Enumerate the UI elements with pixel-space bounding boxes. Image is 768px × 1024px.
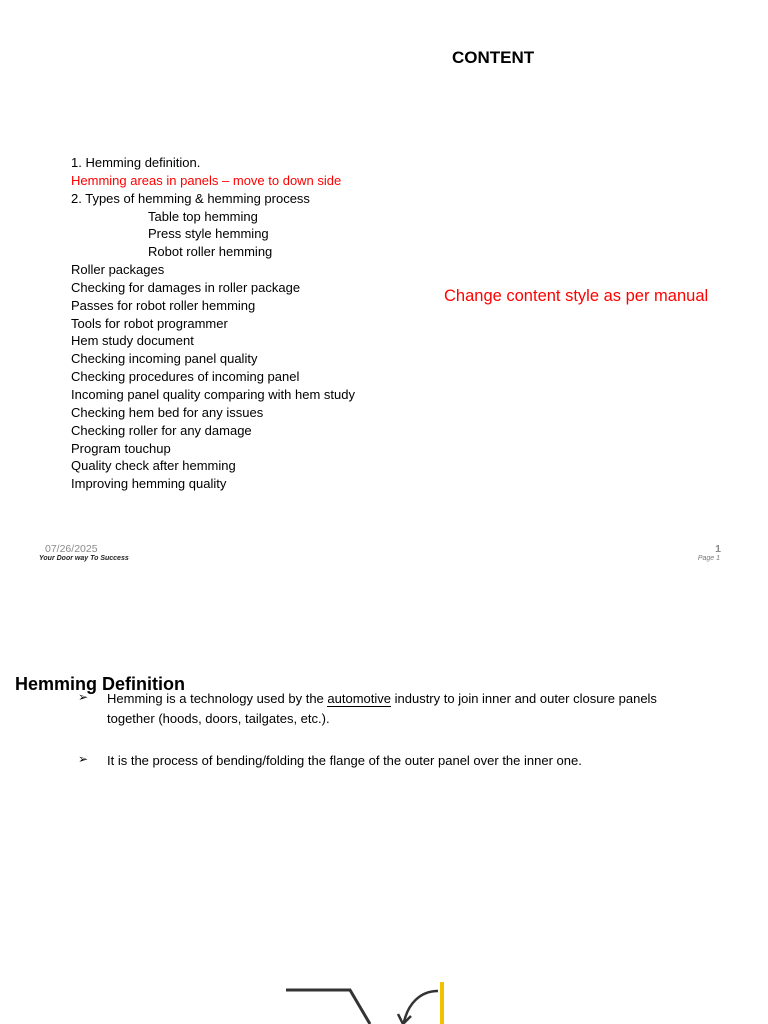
table-of-contents (71, 154, 355, 493)
bullet-1-text-a: Hemming is a technology used by the (107, 691, 328, 706)
toc-item: Hemming areas in panels – move to down side (71, 172, 342, 188)
bullet-1-text-b: industry to join inner and outer closure panels (391, 691, 657, 706)
toc-item: Incoming panel quality comparing with hem study (71, 386, 355, 402)
toc-item: Improving hemming quality (71, 476, 227, 492)
toc-item: Passes for robot roller hemming (71, 297, 256, 313)
toc-item: Checking hem bed for any issues (71, 404, 264, 420)
bullet-2-text: It is the process of bending/folding the flange of the outer panel over the inner one. (107, 753, 582, 768)
toc-item: Roller packages (71, 262, 165, 278)
bullet-1-line-2: together (hoods, doors, tailgates, etc.). (107, 711, 330, 726)
bullet-1-line-1 (107, 689, 657, 709)
slide-title: CONTENT (452, 48, 535, 67)
footer-tagline: Your Door way To Success (39, 555, 129, 562)
toc-item: 1. Hemming definition. (71, 155, 201, 170)
toc-item: Table top hemming (148, 208, 258, 224)
toc-item: Program touchup (71, 440, 171, 456)
toc-item: Tools for robot programmer (71, 315, 228, 331)
toc-item: Press style hemming (148, 226, 269, 242)
toc-item: Checking roller for any damage (71, 422, 252, 438)
toc-item: 2. Types of hemming & hemming process (71, 190, 310, 206)
bullet-arrow-icon: ➢ (78, 752, 89, 766)
section-title: Hemming Definition (15, 674, 185, 694)
slide-number: 1 (715, 543, 721, 555)
bullet-arrow-icon: ➢ (78, 690, 89, 704)
toc-item: Checking procedures of incoming panel (71, 369, 300, 385)
toc-item: Robot roller hemming (148, 244, 273, 260)
panel-flange-line (286, 990, 370, 1024)
toc-item: Checking incoming panel quality (71, 351, 258, 367)
toc-item: Quality check after hemming (71, 458, 236, 474)
toc-item: Hem study document (71, 333, 194, 349)
page-label: Page 1 (697, 555, 720, 562)
bullet-1-underlined-word: automotive (327, 691, 391, 706)
inner-panel-bar (440, 982, 444, 1024)
footer-date: 07/26/2025 (45, 543, 98, 555)
annotation-note: Change content style as per manual (444, 287, 709, 305)
hemming-diagram (280, 978, 460, 1024)
toc-item: Checking for damages in roller package (71, 279, 301, 295)
